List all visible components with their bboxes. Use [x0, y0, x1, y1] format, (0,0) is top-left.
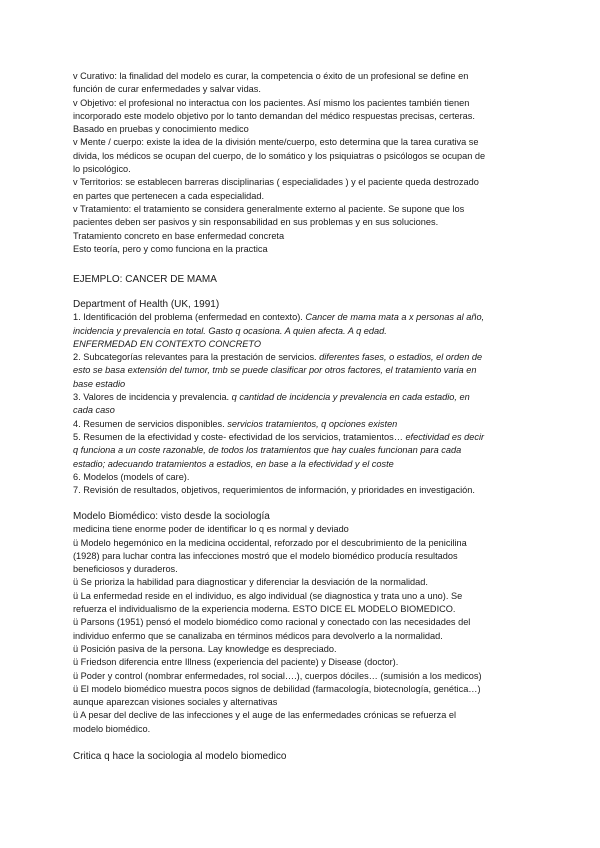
text-line: (1928) para luchar contra las infecciones mostró que el modelo biomédico producía resultados — [73, 550, 458, 561]
list-item-text: 4. Resumen de servicios disponibles. — [73, 418, 228, 429]
list-item — [73, 431, 533, 444]
text-line: divida, los médicos se ocupan del cuerpo, de lo somático y los psiquiatras o psicólogos se ocupan de — [73, 150, 486, 161]
text-line: ü Modelo hegemónico en la medicina occidental, reforzado por el descubrimiento de la penicilina — [73, 537, 467, 548]
list-item: 7. Revisión de resultados, objetivos, requerimientos de información, y prioridades en investigación. — [73, 485, 475, 496]
list-item-note: q cantidad de incidencia y prevalencia en cada estadio, en — [231, 392, 470, 403]
modelo-characteristics — [73, 70, 533, 256]
list-item-note: q funciona a un coste razonable, de todos los tratamientos que hay cuales funcionan para cada — [73, 445, 462, 456]
list-item-text: 5. Resumen de la efectividad y coste- efectividad de los servicios, tratamientos… — [73, 431, 406, 442]
text-line: refuerza el individualismo de la experiencia moderna. ESTO DICE EL MODELO BIOMEDICO. — [73, 604, 456, 615]
text-line: aunque aparezcan visiones sociales y alternativas — [73, 697, 278, 708]
section-heading: Modelo Biomédico: visto desde la sociología — [73, 511, 270, 522]
list-item-note: estadio; adecuando tratamientos a estadios, en base a la efectividad y el coste — [73, 458, 394, 469]
text-line: ü Poder y control (nombrar enfermedades, rol social….), cuerpos dóciles… (sumisión a los medicos) — [73, 670, 482, 681]
text-line: incorporado este modelo objetivo por lo tanto demandan del médico respuestas precisas, certeras. — [73, 110, 475, 121]
text-line: beneficiosos y duraderos. — [73, 564, 178, 575]
list-item-note: esto se basa extensión del tumor, tmb se puede clasificar por otros factores, el tratamiento varia en — [73, 365, 477, 376]
list-item-note: Cancer de mama mata a x personas al año, — [305, 312, 485, 323]
list-item-text: 2. Subcategorías relevantes para la prestación de servicios. — [73, 352, 320, 363]
text-line: ü El modelo biomédico muestra pocos signos de debilidad (farmacología, biotecnología, genética…) — [73, 683, 481, 694]
text-line: v Tratamiento: el tratamiento se considera generalmente externo al paciente. Se supone que los — [73, 203, 465, 214]
text-line: v Territorios: se establecen barreras disciplinarias ( especialidades ) y el paciente queda destrozado — [73, 177, 479, 188]
ejemplo-section — [73, 273, 533, 286]
list-item — [73, 418, 533, 431]
list-item-note: servicios tratamientos, q opciones existen — [227, 418, 398, 429]
text-line: modelo biomédico. — [73, 723, 151, 734]
text-line: individuo enfermo que se canalizaba en términos médicos para devolverlo a la normalidad. — [73, 630, 443, 641]
list-item-note: efectividad es decir — [405, 431, 485, 442]
text-line: Esto teoría, pero y como funciona en la practica — [73, 243, 268, 254]
text-line: ü Se prioriza la habilidad para diagnosticar y diferenciar la desviación de la normalidad. — [73, 577, 428, 588]
text-line: medicina tiene enorme poder de identificar lo q es normal y deviado — [73, 524, 349, 535]
text-line: lo psicológico. — [73, 164, 131, 175]
list-item-note: diferentes fases, o estadios, el orden de — [319, 352, 483, 363]
text-line: función de curar enfermedades y salvar vidas. — [73, 84, 261, 95]
section-heading: Critica q hace la sociologia al modelo biomedico — [73, 751, 287, 762]
list-item: 6. Modelos (models of care). — [73, 471, 190, 482]
modelo-biomedico-section — [73, 510, 533, 736]
text-line: v Mente / cuerpo: existe la idea de la división mente/cuerpo, esto determina que la tarea curativa se — [73, 137, 479, 148]
text-line: pacientes deben ser pasivos y sin responsabilidad en sus problemas y en sus soluciones. — [73, 217, 439, 228]
list-item — [73, 391, 533, 404]
text-line: v Curativo: la finalidad del modelo es curar, la competencia o éxito de un profesional se define en — [73, 71, 469, 81]
critica-section — [73, 750, 533, 763]
list-item-text: 3. Valores de incidencia y prevalencia. — [73, 392, 232, 403]
text-line: v Objetivo: el profesional no interactua con los pacientes. Así mismo los pacientes también tienen — [73, 97, 470, 108]
text-line: ü Friedson diferencia entre Illness (experiencia del paciente) y Disease (doctor). — [73, 657, 399, 668]
section-heading: Department of Health (UK, 1991) — [73, 299, 220, 310]
list-item-note: ENFERMEDAD EN CONTEXTO CONCRETO — [73, 338, 262, 349]
text-line: en partes que pertenecen a cada especialidad. — [73, 190, 265, 201]
text-line: ü Posición pasiva de la persona. Lay knowledge es despreciado. — [73, 643, 337, 654]
text-line: ü La enfermedad reside en el individuo, es algo individual (se diagnostica y trata uno a uno). Se — [73, 590, 463, 601]
section-heading: EJEMPLO: CANCER DE MAMA — [73, 274, 217, 285]
text-line: ü Parsons (1951) pensó el modelo biomédico como racional y conectado con las necesidades del — [73, 617, 471, 628]
text-line: Tratamiento concreto en base enfermedad concreta — [73, 230, 285, 241]
list-item-note: cada caso — [73, 405, 115, 416]
list-item-note: incidencia y prevalencia en total. Gasto q ocasiona. A quien afecta. A q edad. — [73, 325, 387, 336]
list-item-note: base estadio — [73, 378, 126, 389]
list-item — [73, 351, 533, 364]
list-item-text: 1. Identificación del problema (enfermedad en contexto). — [73, 312, 306, 323]
list-item — [73, 311, 533, 324]
department-of-health-section — [73, 298, 533, 497]
text-line: ü A pesar del declive de las infecciones y el auge de las enfermedades crónicas se refuerza el — [73, 710, 457, 721]
text-line: Basado en pruebas y conocimiento medico — [73, 124, 249, 135]
